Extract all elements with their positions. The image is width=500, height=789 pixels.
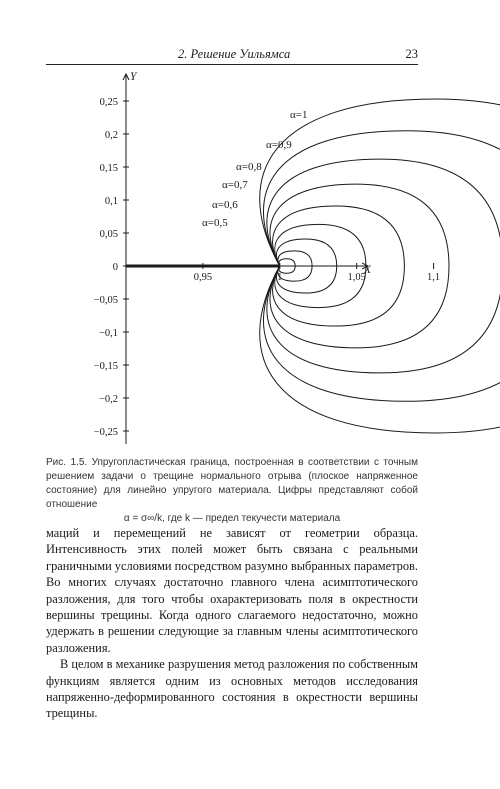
curve-label: α=0,8 [236, 161, 262, 173]
y-tick-label: −0,15 [93, 361, 118, 372]
plastic-zone-figure [46, 64, 441, 448]
page-number: 23 [405, 47, 418, 61]
x-tick-label: 0,95 [193, 272, 213, 283]
y-tick-label: 0,25 [99, 97, 118, 108]
y-tick-label: 0 [112, 262, 118, 273]
body-text [46, 525, 418, 722]
curve-label: α=1 [290, 109, 308, 121]
axes [126, 74, 368, 444]
caption-formula: α = σ∞/k, где k — предел текучести материала [123, 513, 341, 524]
curve-label: α=0,6 [212, 199, 238, 211]
y-tick-label: 0,2 [104, 130, 118, 141]
curve-label: α=0,7 [222, 179, 248, 191]
curve-label: α=0,9 [266, 139, 292, 151]
running-header [46, 46, 418, 65]
x-tick-label: 1,1 [427, 272, 441, 283]
y-tick-label: −0,2 [98, 394, 118, 405]
figure-caption [46, 456, 418, 526]
x-tick-label: 1 [277, 272, 283, 283]
x-tick-label: 1,05 [347, 272, 366, 283]
y-tick-label: −0,25 [93, 427, 118, 438]
y-tick-label: 0,05 [99, 229, 118, 240]
paragraph: маций и перемещений не зависят от геометрии образца. Интенсивность этих полей может быть связана с реальными граничными условиями посредством разумно выбранных параметров. Во многих случаях достаточно главного члена асимптотического разложения, для того чтобы охарактеризовать поля в окрестности вершины трещины. Когда одного слагаемого недостаточно, можно удержать в решении следующие за главным члены асимптотического разложения. [46, 526, 418, 655]
curve-labels [202, 109, 307, 229]
caption-text: Рис. 1.5. Упругопластическая граница, построенная в соответствии с точным решением задачи о трещине нормального отрыва (плоское напряженное состояние) для линейно упругого материала. Цифры представляют собой отношение [46, 457, 418, 510]
y-tick-label: −0,05 [93, 295, 118, 306]
paragraph: В целом в механике разрушения метод разложения по собственным функциям является одним из основных методов исследования напряженно-деформированного состояния в окрестности вершины трещины. [46, 657, 418, 721]
y-tick-label: 0,15 [99, 163, 118, 174]
running-title: 2. Решение Уильямса [178, 47, 291, 61]
y-axis-label: Y [130, 71, 137, 83]
y-tick-label: 0,1 [104, 196, 118, 207]
curve-label: α=0,5 [202, 217, 228, 229]
y-tick-label: −0,1 [98, 328, 118, 339]
plastic-zone-chart [46, 64, 441, 448]
x-axis-label: X [364, 264, 372, 276]
